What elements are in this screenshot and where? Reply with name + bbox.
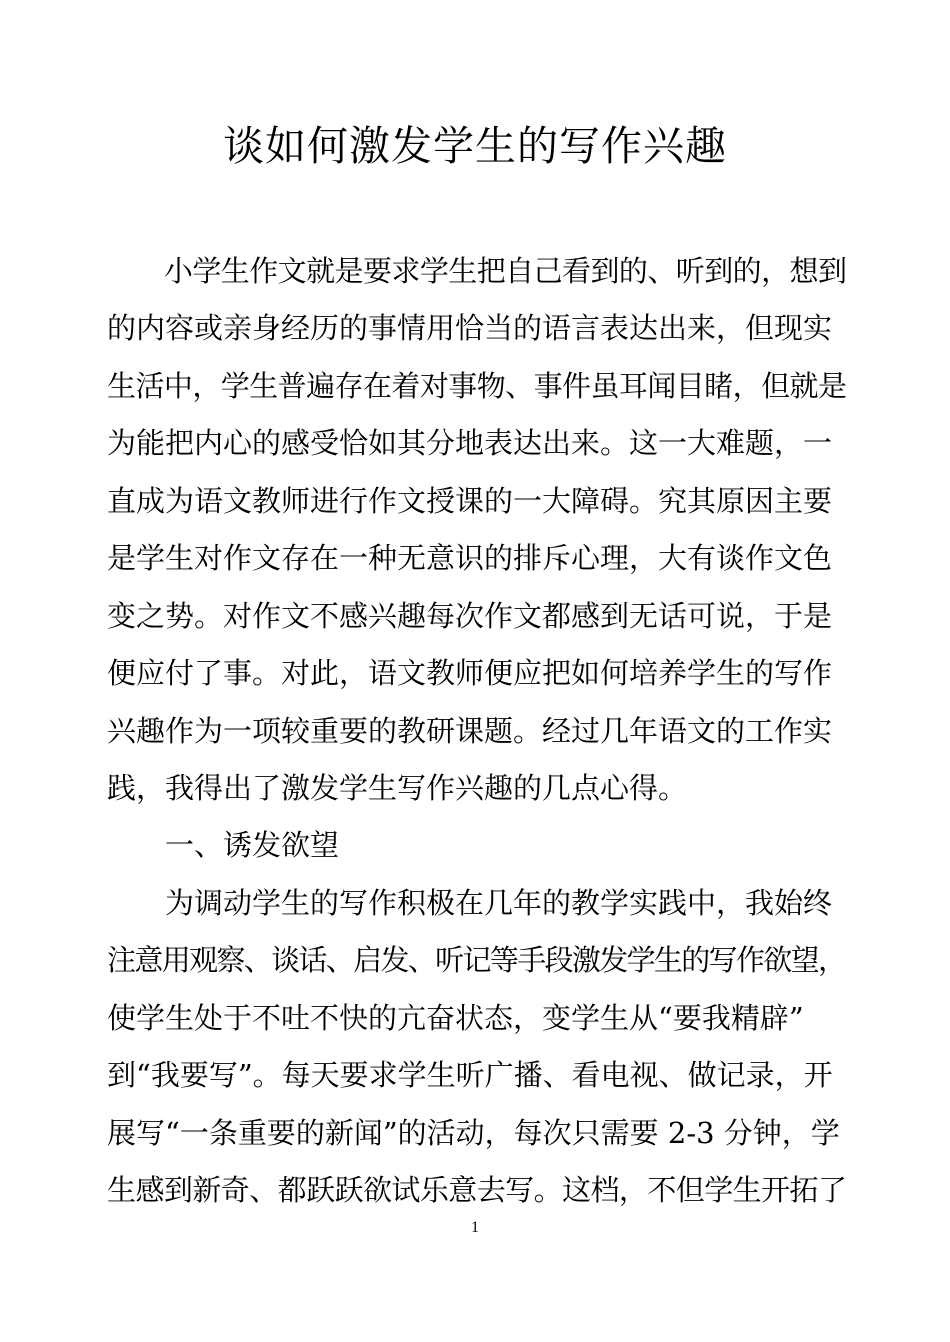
body-line: 生感到新奇、都跃跃欲试乐意去写。这档，不但学生开拓了 <box>107 1173 847 1207</box>
body-line: 直成为语文教师进行作文授课的一大障碍。究其原因主要 <box>107 484 833 518</box>
body-line: 为调动学生的写作积极在几年的教学实践中，我始终 <box>107 886 833 920</box>
body-line: 是学生对作文存在一种无意识的排斥心理，大有谈作文色 <box>107 541 833 575</box>
page-number: 1 <box>471 1219 479 1236</box>
body-line: 践，我得出了激发学生写作兴趣的几点心得。 <box>107 771 688 805</box>
document-title: 谈如何激发学生的写作兴趣 <box>223 122 727 170</box>
body-line: 兴趣作为一项较重要的教研课题。经过几年语文的工作实 <box>107 714 833 748</box>
body-line: 展写“一条重要的新闻”的活动，每次只需要 2-3 分钟，学 <box>107 1116 840 1150</box>
body-line: 注意用观察、谈话、启发、听记等手段激发学生的写作欲望， <box>107 943 846 977</box>
body-line: 便应付了事。对此，语文教师便应把如何培养学生的写作 <box>107 656 833 690</box>
body-line: 生活中，学生普遍存在着对事物、事件虽耳闻目睹，但就是 <box>107 369 847 403</box>
body-line: 为能把内心的感受恰如其分地表达出来。这一大难题，一 <box>107 426 833 460</box>
body-line: 使学生处于不吐不快的亢奋状态，变学生从“要我精辟” <box>107 1001 804 1035</box>
body-line: 的内容或亲身经历的事情用恰当的语言表达出来，但现实 <box>107 311 833 345</box>
section-heading: 一、诱发欲望 <box>107 828 340 862</box>
body-line: 到“我要写”。每天要求学生听广播、看电视、做记录，开 <box>107 1058 833 1092</box>
body-line: 小学生作文就是要求学生把自己看到的、听到的，想到 <box>107 254 847 288</box>
body-line: 变之势。对作文不感兴趣每次作文都感到无话可说，于是 <box>107 599 833 633</box>
